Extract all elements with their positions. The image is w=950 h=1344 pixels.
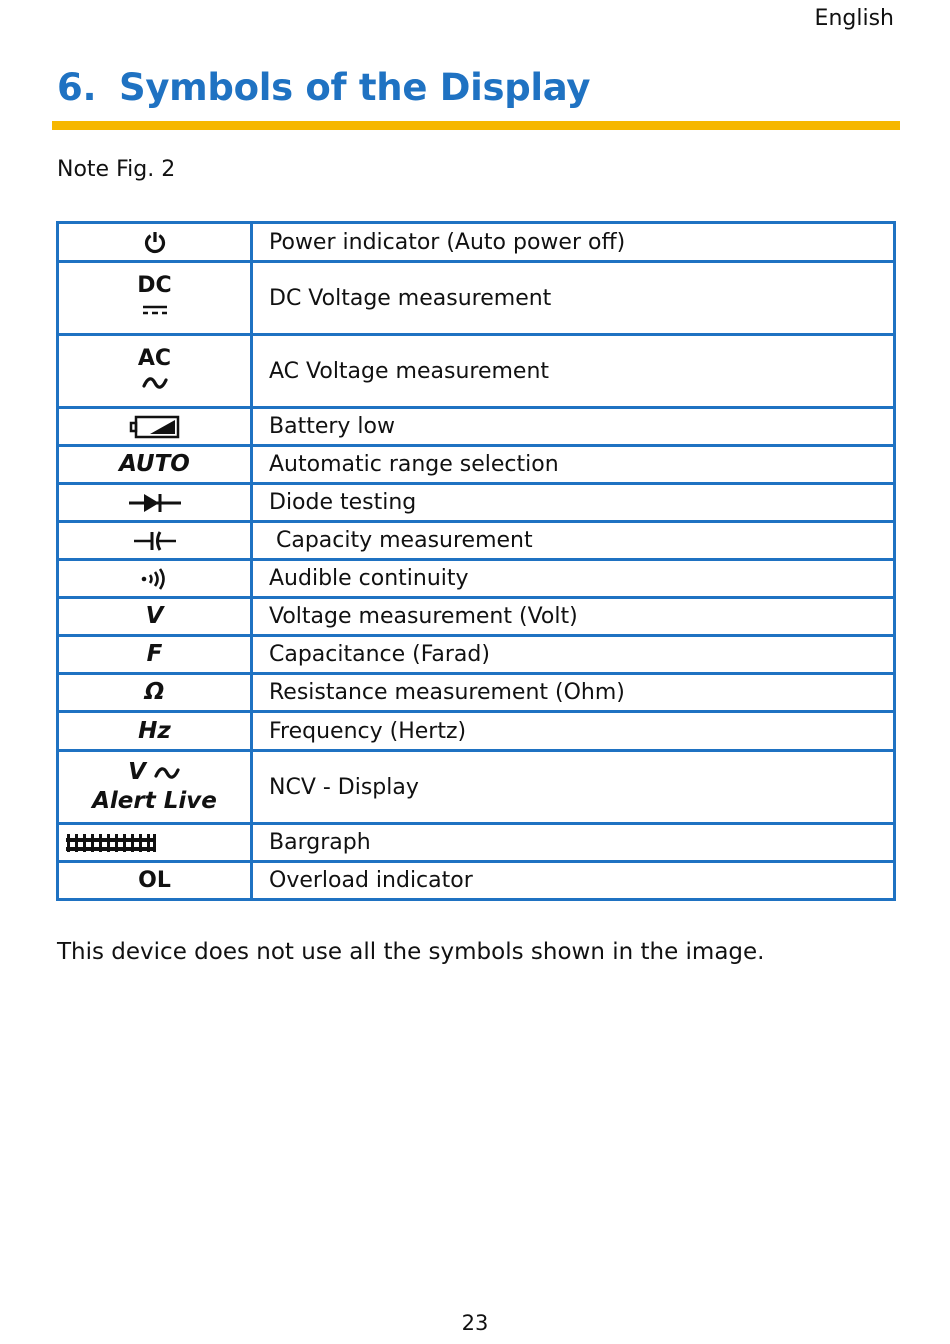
symbol-cell: [58, 598, 252, 636]
heading-rule: [52, 121, 900, 130]
symbol-cell: [58, 484, 252, 522]
footer-note: This device does not use all the symbols shown in the image.: [57, 939, 765, 965]
ac-wave-icon: [141, 375, 169, 391]
section-title: Symbols of the Display: [119, 66, 591, 109]
page-number: 23: [461, 1311, 489, 1335]
symbols-table: [56, 221, 896, 901]
farad-label: F: [146, 641, 163, 667]
table-row: [58, 751, 895, 824]
table-row: [58, 636, 895, 674]
section-heading: [57, 66, 590, 109]
auto-label: AUTO: [119, 451, 190, 477]
symbol-cell: [58, 446, 252, 484]
note-text: Note Fig. 2: [57, 157, 176, 182]
ohm-label: Ω: [144, 679, 165, 705]
power-icon: [142, 229, 168, 255]
table-row: [58, 560, 895, 598]
alert-live-label: Alert Live: [92, 788, 217, 814]
table-row: [58, 335, 895, 408]
dc-symbol-icon: [141, 303, 169, 317]
table-row: [58, 674, 895, 712]
table-row: [58, 262, 895, 335]
description-cell: Diode testing: [252, 484, 895, 522]
symbol-cell: [58, 560, 252, 598]
symbol-cell: [58, 335, 252, 408]
hertz-label: Hz: [138, 717, 171, 744]
symbol-cell: [58, 408, 252, 446]
bargraph-icon: [65, 832, 157, 854]
table-row: [58, 598, 895, 636]
table-row: [58, 446, 895, 484]
continuity-sound-icon: [140, 566, 170, 592]
table-row: [58, 484, 895, 522]
table-row: [58, 862, 895, 900]
table-row: [58, 408, 895, 446]
symbol-cell: [58, 522, 252, 560]
symbol-cell: [58, 636, 252, 674]
diode-icon: [127, 491, 183, 515]
symbol-cell: [58, 862, 252, 900]
description-cell: Audible continuity: [252, 560, 895, 598]
description-cell: Automatic range selection: [252, 446, 895, 484]
language-label: English: [814, 6, 894, 31]
section-number: 6.: [57, 66, 97, 109]
dc-label: DC: [137, 272, 172, 298]
ncv-volt-label: V: [128, 759, 146, 785]
description-cell: Bargraph: [252, 824, 895, 862]
description-cell: Voltage measurement (Volt): [252, 598, 895, 636]
symbol-cell: [58, 674, 252, 712]
description-cell: DC Voltage measurement: [252, 262, 895, 335]
symbol-cell: [58, 824, 252, 862]
ac-label: AC: [137, 345, 172, 371]
description-cell: Capacity measurement: [252, 522, 895, 560]
ac-wave-icon: [153, 765, 181, 781]
description-cell: AC Voltage measurement: [252, 335, 895, 408]
description-cell: NCV - Display: [252, 751, 895, 824]
description-cell: Frequency (Hertz): [252, 712, 895, 751]
description-cell: Resistance measurement (Ohm): [252, 674, 895, 712]
symbol-cell: [58, 751, 252, 824]
volt-label: V: [145, 603, 164, 629]
battery-low-icon: [129, 414, 181, 440]
table-row: [58, 223, 895, 262]
overload-label: OL: [138, 868, 171, 893]
description-cell: Battery low: [252, 408, 895, 446]
table-row: [58, 522, 895, 560]
symbol-cell: [58, 223, 252, 262]
symbol-cell: [58, 262, 252, 335]
table-row: [58, 712, 895, 751]
symbol-cell: [58, 712, 252, 751]
description-cell: Overload indicator: [252, 862, 895, 900]
capacitor-icon: [133, 530, 177, 552]
description-cell: Power indicator (Auto power off): [252, 223, 895, 262]
table-row: [58, 824, 895, 862]
description-cell: Capacitance (Farad): [252, 636, 895, 674]
